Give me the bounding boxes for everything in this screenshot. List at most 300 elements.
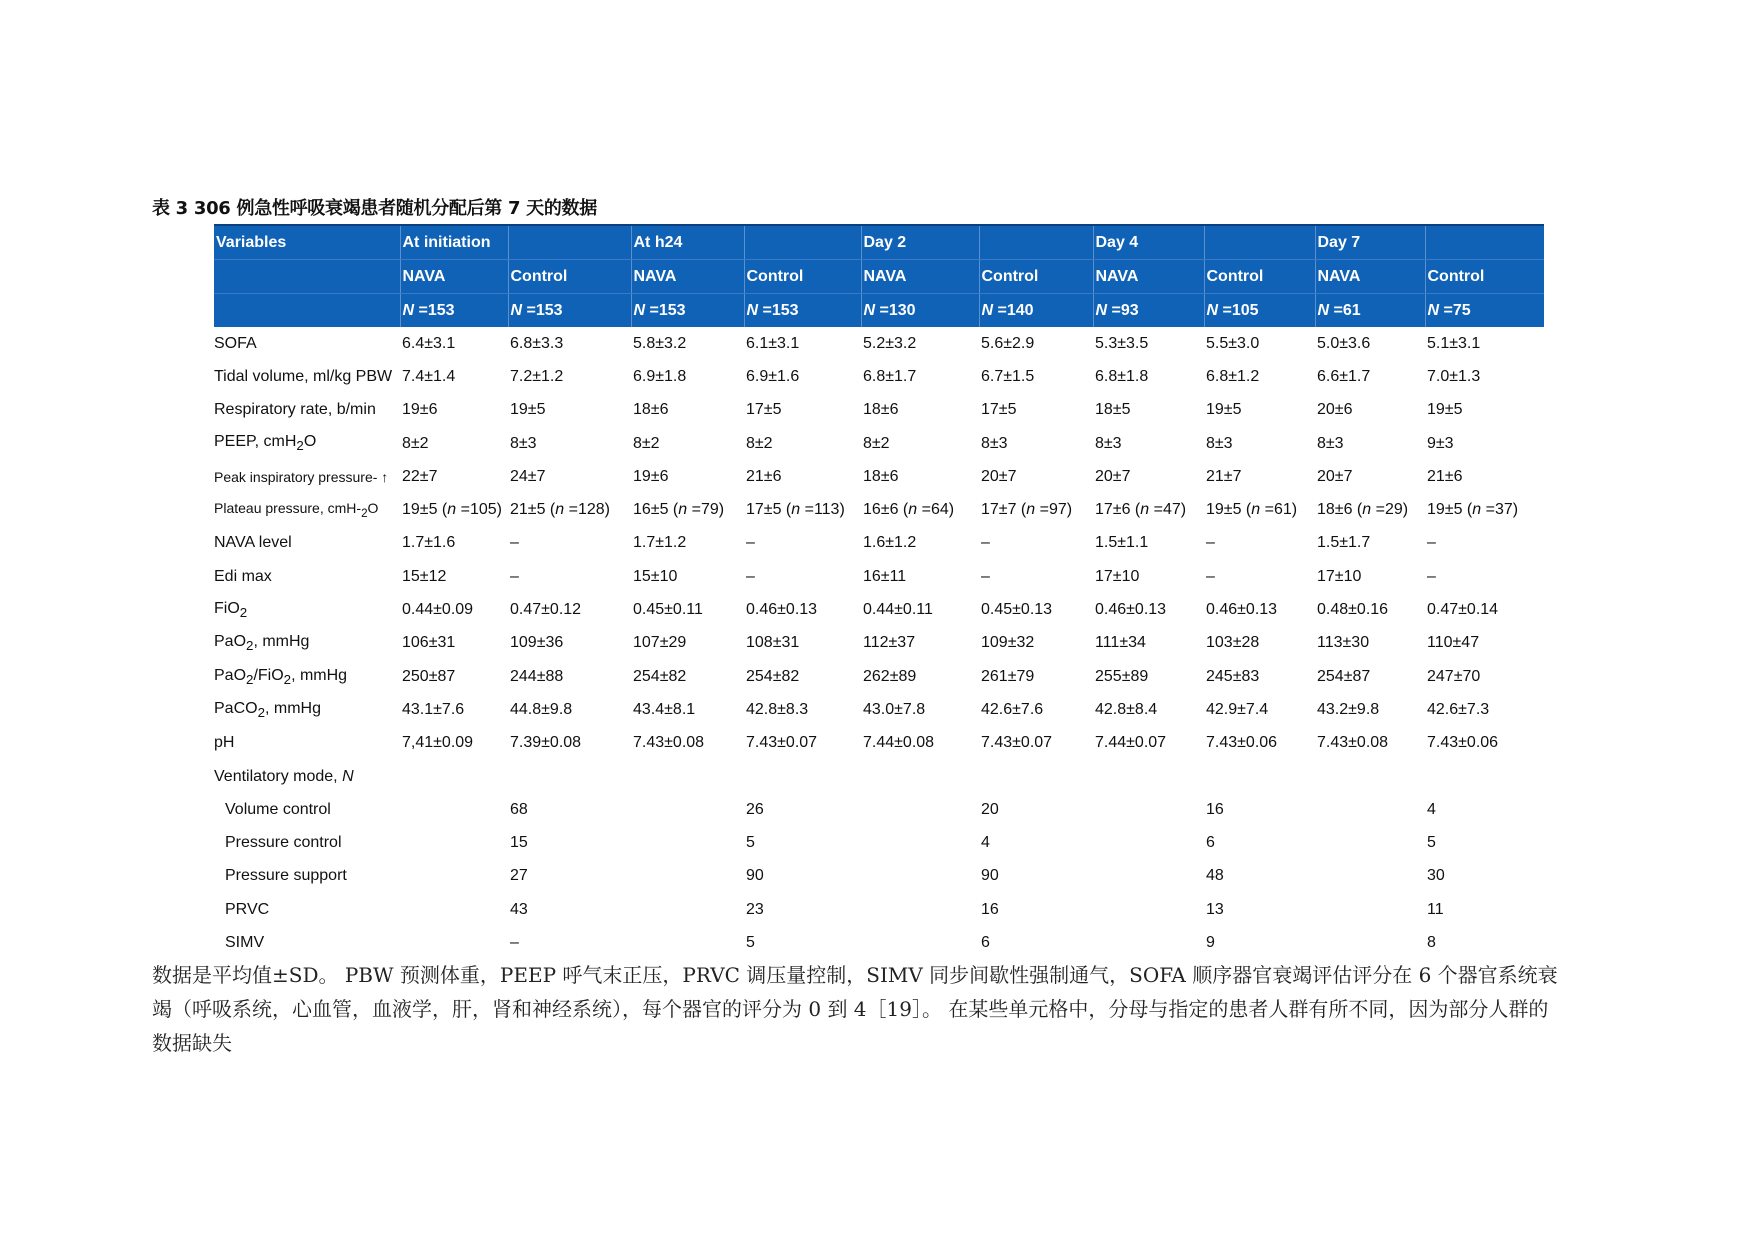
- table-cell: [861, 860, 979, 893]
- label-text: Edi max: [214, 567, 272, 585]
- table-row: [214, 493, 1544, 526]
- table-cell: 0.45±0.13: [981, 601, 1053, 619]
- table-row: [214, 394, 1544, 427]
- table-cell: 106±31: [402, 634, 456, 652]
- table-cell: 43.2±9.8: [1317, 700, 1380, 718]
- table-cell: 8±3: [1317, 434, 1344, 452]
- table-cell: 30: [1427, 867, 1445, 885]
- header-n-count: N =153: [744, 294, 861, 328]
- table-cell: [861, 926, 979, 959]
- table-cell: 15: [510, 834, 528, 852]
- n-symbol: n: [1251, 501, 1261, 519]
- label-text: SOFA: [214, 334, 257, 352]
- table-cell: 27: [510, 867, 528, 885]
- label-text: Tidal volume, ml/kg PBW: [214, 367, 393, 385]
- table-row: [214, 360, 1544, 393]
- table-cell: [744, 760, 861, 793]
- table-cell: 8±3: [510, 434, 537, 452]
- table-cell: 9: [1206, 933, 1215, 951]
- table-cell: –: [1427, 534, 1436, 552]
- table-cell: 43.4±8.1: [633, 700, 696, 718]
- label-text: , mmHg: [265, 699, 321, 717]
- row-label: [214, 460, 400, 493]
- row-label: [214, 760, 400, 793]
- n-value: 105: [1231, 301, 1259, 319]
- header-blank: [214, 260, 400, 294]
- header-blank: [214, 294, 400, 328]
- header-arm: NAVA: [400, 260, 508, 294]
- table-cell: 4: [981, 834, 990, 852]
- header-group: Day 4: [1093, 225, 1204, 260]
- table-row: [214, 826, 1544, 859]
- table-cell: 19±5: [1427, 401, 1463, 419]
- row-label: [214, 860, 400, 893]
- table-cell: 19±5 (n =61): [1206, 501, 1298, 519]
- header-arm: NAVA: [631, 260, 744, 294]
- table-cell: 8±2: [863, 434, 890, 452]
- header-blank: [744, 225, 861, 260]
- table-cell: 17±10: [1317, 567, 1362, 585]
- table-cell: 19±6: [402, 401, 438, 419]
- label-text: /FiO: [253, 666, 284, 684]
- table-cell: –: [746, 534, 755, 552]
- table-cell: –: [1206, 567, 1215, 585]
- table-cell: 5: [1427, 834, 1436, 852]
- table-cell: 20±7: [1095, 467, 1131, 485]
- table-cell: 103±28: [1206, 634, 1260, 652]
- subscript: 2: [239, 605, 248, 621]
- n-symbol: n: [908, 501, 918, 519]
- table-cell: 21±5 (n =128): [510, 501, 610, 519]
- table-cell: 262±89: [863, 667, 917, 685]
- label-text: Peak inspiratory pressure- ↑: [214, 468, 389, 485]
- subscript: 2: [257, 705, 265, 720]
- table-cell: 7.43±0.08: [1317, 734, 1389, 752]
- table-cell: 7,41±0.09: [402, 734, 474, 752]
- row-label: [214, 493, 400, 526]
- header-n-count: N =153: [400, 294, 508, 328]
- table-cell: [631, 793, 744, 826]
- header-n-count: N =130: [861, 294, 979, 328]
- table-cell: [861, 793, 979, 826]
- table-cell: 20±7: [981, 467, 1017, 485]
- table-cell: 21±6: [1427, 467, 1463, 485]
- table-cell: 16±5 (n =79): [633, 501, 725, 519]
- table-cell: 20: [981, 800, 999, 818]
- subscript: 2: [246, 638, 254, 654]
- table-cell: 1.7±1.2: [633, 534, 687, 552]
- table-cell: 42.6±7.6: [981, 700, 1044, 718]
- row-label: [214, 926, 400, 959]
- header-arm: NAVA: [861, 260, 979, 294]
- table-cell: [1315, 926, 1425, 959]
- table-cell: 0.44±0.09: [402, 601, 474, 619]
- table-cell: 68: [510, 800, 528, 818]
- header-arm: Control: [1204, 260, 1315, 294]
- table-cell: 17±5: [746, 401, 782, 419]
- row-label: [214, 427, 400, 460]
- table-cell: 19±5 (n =37): [1427, 501, 1519, 519]
- table-cell: 17±5 (n =113): [746, 501, 845, 519]
- table-cell: [1093, 860, 1204, 893]
- table-footnote: 数据是平均值±SD。 PBW 预测体重，PEEP 呼气末正压，PRVC 调压量控制，SIMV 同步间歇性强制通气，SOFA 顺序器官衰竭评估评分在 6 个器官系统衰竭（呼吸系统，心血管，血液学，肝，肾和神经系统），每个器官的评分为 0 到 4［19］。 在某些单元格中，分母与指定的患者人群有所不同，因为部分人群的数据缺失: [152, 963, 1558, 1055]
- n-value: 153: [427, 301, 455, 319]
- header-variables: Variables: [214, 225, 400, 260]
- label-text: O: [303, 433, 317, 451]
- table-cell: 43.0±7.8: [863, 700, 926, 718]
- table-cell: 6.7±1.5: [981, 367, 1035, 385]
- header-arm: Control: [744, 260, 861, 294]
- table-cell: 111±34: [1095, 634, 1146, 652]
- table-cell: 7.43±0.07: [746, 734, 818, 752]
- label-text: NAVA level: [214, 534, 292, 552]
- table-cell: 1.6±1.2: [863, 534, 917, 552]
- table-row: [214, 427, 1544, 460]
- table-cell: [861, 760, 979, 793]
- label-text: Respiratory rate, b/min: [214, 401, 376, 419]
- n-value: 153: [535, 301, 563, 319]
- table-cell: 8±3: [1206, 434, 1233, 452]
- label-text: PaCO: [214, 699, 258, 717]
- table-cell: 17±10: [1095, 567, 1140, 585]
- subscript: 2: [296, 438, 304, 454]
- table-cell: 19±5 (n =105): [402, 501, 502, 519]
- table-cell: –: [981, 534, 990, 552]
- table-cell: 7.0±1.3: [1427, 367, 1481, 385]
- header-row-arms: [214, 260, 1544, 294]
- n-symbol: N: [981, 301, 994, 319]
- table-cell: [1204, 760, 1315, 793]
- data-table: [214, 224, 1544, 960]
- table-caption: 表 3 306 例急性呼吸衰竭患者随机分配后第 7 天的数据: [152, 198, 597, 219]
- table-cell: 15±10: [633, 567, 678, 585]
- n-symbol: n: [555, 501, 565, 519]
- header-group: At initiation: [400, 225, 508, 260]
- n-symbol: N: [1317, 301, 1330, 319]
- header-group: At h24: [631, 225, 744, 260]
- table-cell: 254±82: [746, 667, 800, 685]
- n-symbol: N: [402, 301, 415, 319]
- table-cell: 7.43±0.08: [633, 734, 705, 752]
- table-cell: [400, 860, 508, 893]
- table-cell: [508, 760, 631, 793]
- n-symbol: n: [447, 501, 457, 519]
- label-text: PaO: [214, 666, 247, 684]
- table-cell: 18±6: [633, 401, 669, 419]
- table-cell: 42.8±8.4: [1095, 700, 1158, 718]
- table-cell: 5.1±3.1: [1427, 334, 1481, 352]
- table-cell: –: [510, 933, 519, 951]
- table-cell: 90: [746, 867, 764, 885]
- table-cell: [400, 826, 508, 859]
- n-symbol: N: [510, 301, 523, 319]
- n-symbol: n: [1472, 501, 1482, 519]
- table-row: [214, 560, 1544, 593]
- row-label: [214, 893, 400, 926]
- label-text: Ventilatory mode,: [214, 767, 343, 785]
- table-row: [214, 527, 1544, 560]
- header-row-groups: [214, 225, 1544, 260]
- table-cell: 254±87: [1317, 667, 1371, 685]
- subscript: 2: [283, 671, 292, 687]
- label-text: SIMV: [225, 933, 265, 951]
- table-cell: 26: [746, 800, 764, 818]
- table-cell: 8: [1427, 933, 1436, 951]
- table-cell: 17±6 (n =47): [1095, 501, 1187, 519]
- row-label: [214, 627, 400, 660]
- table-cell: 0.47±0.14: [1427, 601, 1499, 619]
- n-symbol: N: [1427, 301, 1440, 319]
- n-value: 75: [1452, 301, 1471, 319]
- label-text: PaO: [214, 633, 247, 651]
- table-cell: 42.6±7.3: [1427, 700, 1490, 718]
- header-row-n: [214, 294, 1544, 328]
- row-label: [214, 394, 400, 427]
- label-text: O: [367, 500, 379, 517]
- table-cell: [1315, 793, 1425, 826]
- header-arm: Control: [508, 260, 631, 294]
- table-cell: [1093, 893, 1204, 926]
- table-cell: 8±3: [981, 434, 1008, 452]
- subscript: 2: [246, 671, 254, 687]
- row-label: [214, 527, 400, 560]
- table-cell: 0.44±0.11: [863, 601, 933, 619]
- table-cell: 24±7: [510, 467, 546, 485]
- table-cell: [631, 826, 744, 859]
- table-cell: 6: [981, 933, 990, 951]
- table-cell: 112±37: [863, 634, 916, 652]
- table-cell: [1425, 760, 1544, 793]
- label-text: FiO: [214, 599, 240, 617]
- subscript: 2: [361, 507, 368, 521]
- table-cell: –: [510, 567, 519, 585]
- table-cell: 18±6 (n =29): [1317, 501, 1409, 519]
- table-cell: 21±6: [746, 467, 782, 485]
- header-blank: [1425, 225, 1544, 260]
- table-cell: 1.5±1.1: [1095, 534, 1149, 552]
- table-cell: [631, 860, 744, 893]
- table-cell: 261±79: [981, 667, 1035, 685]
- label-text: pH: [214, 734, 235, 752]
- table-cell: 255±89: [1095, 667, 1149, 685]
- table-cell: [631, 926, 744, 959]
- table-row: [214, 327, 1544, 360]
- table-cell: 21±7: [1206, 467, 1242, 485]
- table-cell: 18±5: [1095, 401, 1131, 419]
- table-cell: [1093, 826, 1204, 859]
- table-cell: [979, 760, 1093, 793]
- table-cell: 7.4±1.4: [402, 367, 456, 385]
- row-label: [214, 560, 400, 593]
- n-symbol: N: [633, 301, 646, 319]
- header-blank: [979, 225, 1093, 260]
- label-text: Pressure control: [225, 834, 342, 852]
- row-label: [214, 327, 400, 360]
- table-cell: [1315, 760, 1425, 793]
- table-cell: 0.45±0.11: [633, 601, 703, 619]
- table-cell: 109±36: [510, 634, 564, 652]
- header-group: Day 2: [861, 225, 979, 260]
- table-cell: [631, 893, 744, 926]
- table-cell: 245±83: [1206, 667, 1260, 685]
- table-row: [214, 926, 1544, 959]
- table-cell: 6.8±1.2: [1206, 367, 1260, 385]
- table-cell: 43.1±7.6: [402, 700, 465, 718]
- header-n-count: N =140: [979, 294, 1093, 328]
- table-cell: –: [510, 534, 519, 552]
- table-cell: [631, 760, 744, 793]
- table-row: [214, 793, 1544, 826]
- table-cell: 7.44±0.08: [863, 734, 935, 752]
- table-cell: 18±6: [863, 401, 899, 419]
- label-text: Plateau pressure, cmH-: [214, 500, 362, 517]
- table-cell: 16: [981, 900, 999, 918]
- table-cell: 20±7: [1317, 467, 1353, 485]
- header-arm: NAVA: [1315, 260, 1425, 294]
- table-cell: 5.8±3.2: [633, 334, 687, 352]
- table-cell: 5: [746, 834, 755, 852]
- header-group: Day 7: [1315, 225, 1425, 260]
- table-cell: –: [1206, 534, 1215, 552]
- table-cell: 0.46±0.13: [1095, 601, 1167, 619]
- table-cell: 0.46±0.13: [746, 601, 818, 619]
- table-cell: [400, 760, 508, 793]
- table-cell: 16±6 (n =64): [863, 501, 955, 519]
- table-cell: 6.8±1.8: [1095, 367, 1149, 385]
- table-row: [214, 760, 1544, 793]
- n-symbol: N: [746, 301, 759, 319]
- n-symbol: n: [791, 501, 801, 519]
- row-label: [214, 593, 400, 626]
- n-value: 153: [658, 301, 686, 319]
- table-cell: [1315, 893, 1425, 926]
- table-cell: [1315, 860, 1425, 893]
- table-cell: 6.9±1.8: [633, 367, 687, 385]
- table-cell: 108±31: [746, 634, 800, 652]
- table-row: [214, 893, 1544, 926]
- header-n-count: N =153: [508, 294, 631, 328]
- table-cell: [861, 893, 979, 926]
- table-row: [214, 627, 1544, 660]
- table-cell: 6: [1206, 834, 1215, 852]
- label-text: Volume control: [225, 800, 331, 818]
- table-cell: 1.7±1.6: [402, 534, 456, 552]
- table-cell: 107±29: [633, 634, 687, 652]
- n-value: 130: [888, 301, 916, 319]
- label-text: PRVC: [225, 900, 270, 918]
- table-cell: 22±7: [402, 467, 438, 485]
- header-n-count: N =153: [631, 294, 744, 328]
- header-n-count: N =93: [1093, 294, 1204, 328]
- table-row: [214, 660, 1544, 693]
- table-cell: 254±82: [633, 667, 687, 685]
- table-cell: 5.2±3.2: [863, 334, 917, 352]
- table-cell: –: [1427, 567, 1436, 585]
- row-label: [214, 660, 400, 693]
- table-cell: [1093, 760, 1204, 793]
- table-cell: [400, 893, 508, 926]
- table-header: [214, 225, 1544, 327]
- table-body: [214, 327, 1544, 960]
- row-label: [214, 793, 400, 826]
- table-cell: 43: [510, 900, 528, 918]
- n-symbol: n: [1362, 501, 1372, 519]
- row-label: [214, 826, 400, 859]
- table-cell: 11: [1427, 900, 1444, 918]
- table-cell: 7.39±0.08: [510, 734, 582, 752]
- table-row: [214, 727, 1544, 760]
- table-cell: 0.47±0.12: [510, 601, 582, 619]
- header-arm: Control: [979, 260, 1093, 294]
- table-cell: 8±2: [633, 434, 660, 452]
- table-cell: 113±30: [1317, 634, 1370, 652]
- table-cell: 6.8±3.3: [510, 334, 564, 352]
- table-cell: 1.5±1.7: [1317, 534, 1371, 552]
- table-cell: 17±7 (n =97): [981, 501, 1073, 519]
- table-row: [214, 593, 1544, 626]
- table-cell: 42.9±7.4: [1206, 700, 1269, 718]
- table-row: [214, 460, 1544, 493]
- table-cell: 109±32: [981, 634, 1035, 652]
- header-n-count: N =61: [1315, 294, 1425, 328]
- table-cell: 90: [981, 867, 999, 885]
- table-cell: 7.43±0.06: [1427, 734, 1499, 752]
- table-cell: 15±12: [402, 567, 447, 585]
- n-symbol: N: [1095, 301, 1108, 319]
- table-cell: [861, 826, 979, 859]
- table-cell: 6.1±3.1: [746, 334, 800, 352]
- table-cell: 20±6: [1317, 401, 1353, 419]
- header-arm: NAVA: [1093, 260, 1204, 294]
- header-n-count: N =75: [1425, 294, 1544, 328]
- table-cell: 6.8±1.7: [863, 367, 917, 385]
- table-cell: 8±2: [746, 434, 773, 452]
- header-blank: [508, 225, 631, 260]
- table-cell: 17±5: [981, 401, 1017, 419]
- table-cell: 7.43±0.06: [1206, 734, 1278, 752]
- row-label: [214, 693, 400, 726]
- table-cell: 19±5: [510, 401, 546, 419]
- table-cell: 110±47: [1427, 634, 1480, 652]
- n-value: 140: [1006, 301, 1034, 319]
- table-cell: 5.3±3.5: [1095, 334, 1149, 352]
- table-cell: 16: [1206, 800, 1224, 818]
- label-text: , mmHg: [253, 633, 310, 651]
- table-cell: 247±70: [1427, 667, 1481, 685]
- table-cell: –: [746, 567, 755, 585]
- table-row: [214, 860, 1544, 893]
- table-cell: 6.6±1.7: [1317, 367, 1371, 385]
- table-cell: 6.4±3.1: [402, 334, 456, 352]
- table-cell: 5: [746, 933, 755, 951]
- data-table-container: [214, 224, 1544, 960]
- n-symbol: n: [1026, 501, 1036, 519]
- table-cell: 7.43±0.07: [981, 734, 1053, 752]
- n-symbol: n: [678, 501, 688, 519]
- table-cell: 8±2: [402, 434, 429, 452]
- header-arm: Control: [1425, 260, 1544, 294]
- table-cell: 13: [1206, 900, 1224, 918]
- table-cell: 6.9±1.6: [746, 367, 800, 385]
- table-cell: 44.8±9.8: [510, 700, 573, 718]
- row-label: [214, 360, 400, 393]
- table-cell: 9±3: [1427, 434, 1454, 452]
- table-cell: –: [981, 567, 990, 585]
- header-n-count: N =105: [1204, 294, 1315, 328]
- table-cell: 48: [1206, 867, 1224, 885]
- table-cell: 5.6±2.9: [981, 334, 1035, 352]
- table-cell: [1093, 926, 1204, 959]
